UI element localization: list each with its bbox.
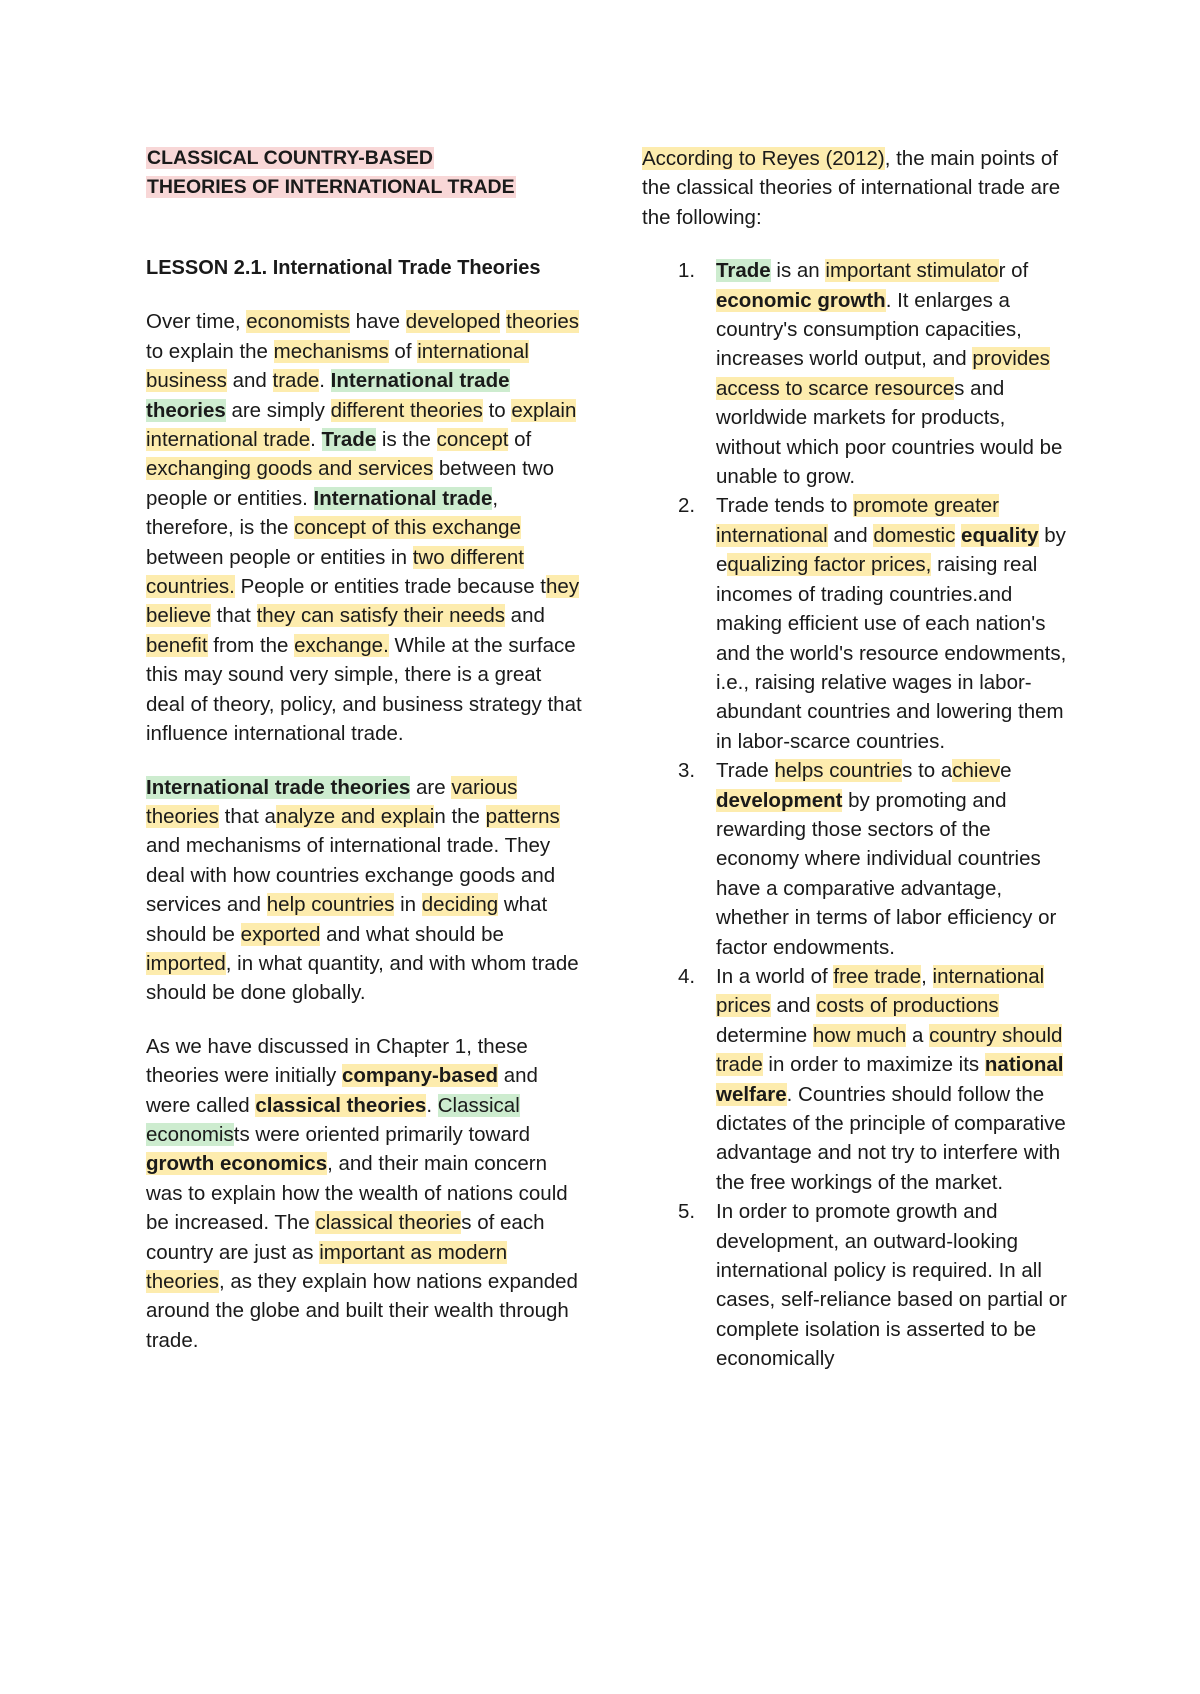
- list-number: 2.: [678, 494, 696, 518]
- yellow-highlight: chiev: [952, 759, 1001, 783]
- yellow-highlight: important as modern theories: [146, 1240, 508, 1293]
- list-number: 5.: [678, 1200, 696, 1224]
- yellow-highlight: trade: [272, 369, 320, 393]
- yellow-highlight: According to Reyes (2012): [642, 147, 885, 170]
- paragraph-3: As we have discussed in Chapter 1, these theories were initially company-based and were called classical theories. Classical economists were oriented primarily toward growth economics, and their main concern was to explain how the wealth of nations could be increased. The classical theories of each country are just as important as modern theories, as they explain how nations expanded around the globe and built their wealth through trade.: [146, 1034, 578, 1352]
- yellow-highlight: development: [716, 788, 843, 812]
- yellow-highlight: theories: [506, 310, 580, 334]
- yellow-highlight: hey believe: [146, 575, 580, 628]
- yellow-highlight: economic growth: [716, 288, 886, 312]
- yellow-highlight: benefit: [146, 633, 208, 657]
- list-item-text: Trade tends to promote greater international and domestic equality by equalizing factor prices, raising real incomes of trading countries.and making efficient use of each nation's and the world's resource endowments, i.e., raising relative wages in labor-abundant countries and lowering them in labor-scarce countries.: [716, 494, 1067, 753]
- yellow-highlight: international prices: [716, 964, 1045, 1018]
- paragraph-1: Over time, economists have developed theories to explain the mechanisms of international business and trade. International trade theories are simply different theories to explain international trade. Trade is the concept of exchanging goods and services between two people or entities. International trade, therefore, is the concept of this exchange between people or entities in two different countries. People or entities trade because they believe that they can satisfy their needs and benefit from the exchange. While at the surface this may sound very simple, there is a great deal of theory, policy, and business strategy that influence international trade.: [146, 310, 582, 746]
- list-item-text: In order to promote growth and development, an outward-looking international policy is required. In all cases, self-reliance based on partial or complete isolation is asserted to be economically: [716, 1200, 1067, 1371]
- yellow-highlight: help countries: [266, 893, 395, 917]
- list-item: [642, 756, 1074, 962]
- lesson-heading: LESSON 2.1. International Trade Theories: [146, 257, 541, 279]
- green-highlight: International trade theories: [146, 775, 411, 799]
- title-line-1: CLASSICAL COUNTRY-BASED: [147, 147, 434, 169]
- green-highlight: Trade: [716, 259, 771, 283]
- yellow-highlight: country should trade: [716, 1023, 1063, 1077]
- yellow-highlight: classical theories: [255, 1093, 427, 1117]
- green-highlight: Trade: [321, 428, 377, 452]
- yellow-highlight: mechanisms: [273, 339, 389, 363]
- yellow-highlight: different theories: [330, 398, 483, 422]
- yellow-highlight: nalyze and explai: [275, 804, 435, 828]
- yellow-highlight: exported: [240, 922, 321, 946]
- left-column: [146, 144, 584, 1355]
- yellow-highlight: economists: [246, 310, 350, 334]
- yellow-highlight: deciding: [421, 893, 499, 917]
- yellow-highlight: company-based: [341, 1064, 499, 1088]
- list-number: 3.: [678, 759, 696, 783]
- yellow-highlight: promote greater international: [716, 494, 999, 547]
- list-item: [642, 491, 1074, 756]
- list-number: 1.: [678, 259, 696, 283]
- yellow-highlight: growth economics: [146, 1152, 328, 1176]
- list-number: 4.: [678, 964, 696, 988]
- yellow-highlight: important stimulato: [825, 259, 999, 283]
- list-item-text: Trade helps countries to achieve development by promoting and rewarding those sectors of the economy where individual countries have a comparative advantage, whether in terms of labor efficiency or factor endowments.: [716, 759, 1057, 959]
- yellow-highlight: two different countries.: [146, 545, 524, 599]
- right-column: [642, 144, 1074, 1374]
- yellow-highlight: qualizing factor prices,: [727, 553, 932, 577]
- list-item: [642, 256, 1074, 491]
- paragraph-2: International trade theories are various theories that analyze and explain the patterns and mechanisms of international trade. They deal with how countries exchange goods and services and help countries in deciding what should be exported and what should be imported, in what quantity, and with whom trade should be done globally.: [146, 775, 579, 1005]
- list-item: [642, 1197, 1074, 1373]
- yellow-highlight: costs of productions: [816, 994, 999, 1018]
- title-line-2: THEORIES OF INTERNATIONAL TRADE: [147, 176, 515, 198]
- intro-paragraph: According to Reyes (2012), the main points of the classical theories of international trade are the following:: [642, 147, 1061, 229]
- yellow-highlight: developed: [405, 310, 501, 334]
- yellow-highlight: equality: [961, 523, 1039, 547]
- yellow-highlight: explain international trade: [146, 398, 577, 452]
- yellow-highlight: concept: [436, 428, 509, 452]
- yellow-highlight: domestic: [873, 523, 956, 547]
- list-item: [642, 962, 1074, 1197]
- yellow-highlight: national welfare: [716, 1053, 1064, 1106]
- green-highlight: Classical economis: [146, 1093, 520, 1146]
- list-item-text: In a world of free trade, international prices and costs of productions determine how much a country should trade in order to maximize its national welfare. Countries should follow the dictates of the principle of comparative advantage and not try to interfere with the free workings of the market.: [716, 964, 1066, 1194]
- document-title: [146, 144, 584, 202]
- yellow-highlight: how much: [812, 1023, 907, 1047]
- yellow-highlight: concept of this exchange: [294, 516, 521, 540]
- bold-text: Trade: [716, 494, 769, 518]
- yellow-highlight: imported: [146, 951, 226, 975]
- yellow-highlight: international business: [146, 339, 529, 393]
- yellow-highlight: provides access to scarce resource: [716, 347, 1050, 400]
- yellow-highlight: they can satisfy their needs: [256, 604, 505, 628]
- yellow-highlight: patterns: [485, 804, 560, 828]
- yellow-highlight: free trade: [833, 964, 922, 988]
- yellow-highlight: helps countrie: [774, 759, 903, 783]
- yellow-highlight: exchanging goods and services: [146, 457, 434, 481]
- points-list: [642, 256, 1074, 1373]
- green-highlight: International trade: [313, 486, 493, 510]
- yellow-highlight: classical theorie: [315, 1211, 462, 1235]
- yellow-highlight: exchange.: [294, 633, 389, 657]
- green-highlight: International trade theories: [146, 369, 510, 422]
- list-item-text: Trade is an important stimulator of economic growth. It enlarges a country's consumption capacities, increases world output, and provides access to scarce resources and worldwide markets for products, without which poor countries would be unable to grow.: [716, 259, 1063, 489]
- bold-text: Trade: [716, 759, 769, 783]
- yellow-highlight: various theories: [146, 775, 518, 828]
